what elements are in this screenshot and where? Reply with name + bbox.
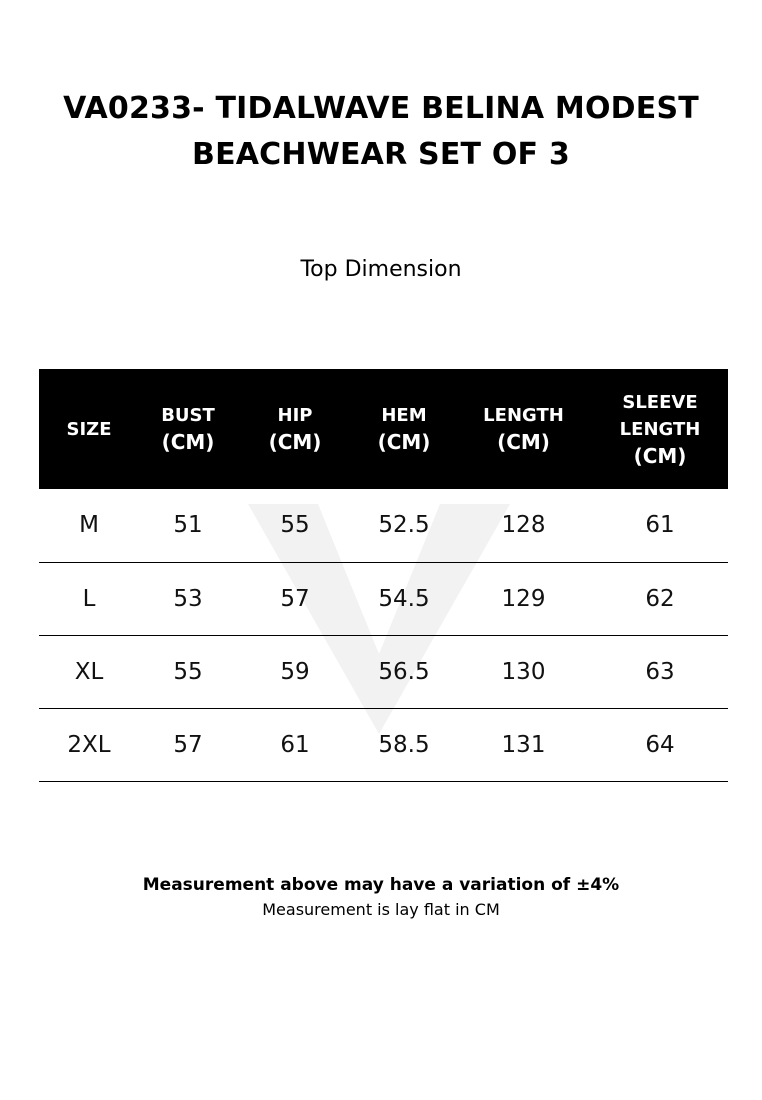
table-row xyxy=(39,708,728,781)
cell-hip: 55 xyxy=(237,489,353,562)
variation-note: Measurement above may have a variation of ±4% xyxy=(142,875,620,895)
cell-length: 128 xyxy=(455,489,592,562)
cell-bust: 53 xyxy=(139,562,237,635)
table-row xyxy=(39,635,728,708)
title-line-1: VA0233- TIDALWAVE BELINA MODEST xyxy=(63,91,699,126)
size-chart-table xyxy=(39,369,728,782)
header-length: LENGTH (CM) xyxy=(483,405,564,454)
table-header xyxy=(39,369,728,489)
cell-length: 131 xyxy=(455,708,592,781)
cell-bust: 57 xyxy=(139,708,237,781)
cell-bust: 55 xyxy=(139,635,237,708)
cell-sleeve-length: 61 xyxy=(592,489,728,562)
cell-hem: 54.5 xyxy=(353,562,455,635)
table-row xyxy=(39,489,728,562)
header-hip: HIP (CM) xyxy=(268,405,322,454)
cell-sleeve-length: 64 xyxy=(592,708,728,781)
header-hem: HEM (CM) xyxy=(377,405,431,454)
lay-flat-note: Measurement is lay flat in CM xyxy=(262,900,500,919)
header-bust: BUST (CM) xyxy=(161,405,215,454)
cell-hem: 56.5 xyxy=(353,635,455,708)
cell-sleeve-length: 63 xyxy=(592,635,728,708)
cell-hem: 52.5 xyxy=(353,489,455,562)
cell-hip: 57 xyxy=(237,562,353,635)
cell-hem: 58.5 xyxy=(353,708,455,781)
cell-length: 129 xyxy=(455,562,592,635)
title-line-2: BEACHWEAR SET OF 3 xyxy=(192,137,570,172)
page-title xyxy=(40,86,722,178)
header-sleeve-length: SLEEVE LENGTH (CM) xyxy=(619,391,701,468)
cell-size: L xyxy=(39,562,139,635)
cell-hip: 59 xyxy=(237,635,353,708)
cell-sleeve-length: 62 xyxy=(592,562,728,635)
table-row xyxy=(39,562,728,635)
section-subtitle: Top Dimension xyxy=(300,257,462,282)
header-size: SIZE xyxy=(66,418,112,440)
cell-hip: 61 xyxy=(237,708,353,781)
cell-bust: 51 xyxy=(139,489,237,562)
cell-length: 130 xyxy=(455,635,592,708)
cell-size: 2XL xyxy=(39,708,139,781)
cell-size: M xyxy=(39,489,139,562)
cell-size: XL xyxy=(39,635,139,708)
